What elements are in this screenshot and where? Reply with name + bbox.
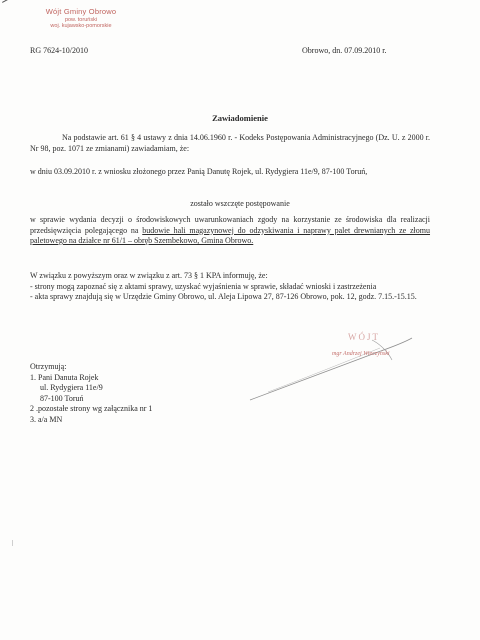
paragraph-legal-basis-text: Na podstawie art. 61 § 4 ustawy z dnia 14.06.1960 r. - Kodeks Postępowania Administracyjnego (Dz. U. z 2000 r. Nr 98, poz. 1071 ze zmianami) zawiadamiam, że: <box>30 133 430 153</box>
signatory-name: mgr Andrzej Wieczyński <box>332 351 390 357</box>
subject-project-underlined: budowie hali magazynowej do odzyskiwania i naprawy palet drewnianych ze złomu paletowego na działce nr 61/1 – obręb Szembekowo, Gmina Obrowo. <box>30 225 431 245</box>
reference-number: RG 7624-10/2010 <box>30 46 88 55</box>
place-and-date: Obrowo, dn. 07.09.2010 r. <box>302 46 387 55</box>
margin-mark <box>12 540 13 546</box>
recipients-list <box>30 362 152 425</box>
information-item-2: - akta sprawy znajdują się w Urzędzie Gminy Obrowo, ul. Aleja Lipowa 27, 87-126 Obrowo, pok. 12, godz. 7.15.-15.15. <box>30 292 417 301</box>
recipient-line: 87-100 Toruń <box>40 393 84 403</box>
recipient-line: 2 .pozostałe strony wg załącznika nr 1 <box>30 404 153 413</box>
recipient-line: 3. a/a MN <box>30 414 63 424</box>
subject-text: w sprawie wydania decyzji o środowiskowych uwarunkowaniach zgody na korzystanie ze środowiska dla realizacji przedsięwzięcia polegającego na <box>30 215 430 235</box>
stamp-line-1: Wójt Gminy Obrowo <box>45 7 117 16</box>
recipient-line: ul. Rydygiera 11e/9 <box>40 383 103 392</box>
stamp-line-3: woj. kujawsko-pomorskie <box>50 22 112 29</box>
document-title: Zawiadomienie <box>212 113 268 123</box>
information-intro: W związku z powyższym oraz w związku z art. 73 § 1 KPA informuję, że: <box>30 271 268 280</box>
stamp-line-2: pow. toruński <box>64 16 98 23</box>
paragraph-application-text: w dniu 03.09.2010 r. z wniosku złożonego przez Panią Danutę Rojek, ul. Rydygiera 11e/9, 87-100 Toruń, <box>30 167 368 176</box>
wojt-stamp: WÓJT <box>348 332 380 342</box>
proceedings-initiated: zostało wszczęte postępowanie <box>190 199 290 208</box>
information-item-1: - strony mogą zapoznać się z aktami sprawy, uzyskać wyjaśnienia w sprawie, składać wnioski i zastrzeżenia <box>30 281 377 291</box>
recipients-heading: Otrzymują: <box>30 362 67 371</box>
recipient-line: 1. Pani Danuta Rojek <box>30 372 99 382</box>
